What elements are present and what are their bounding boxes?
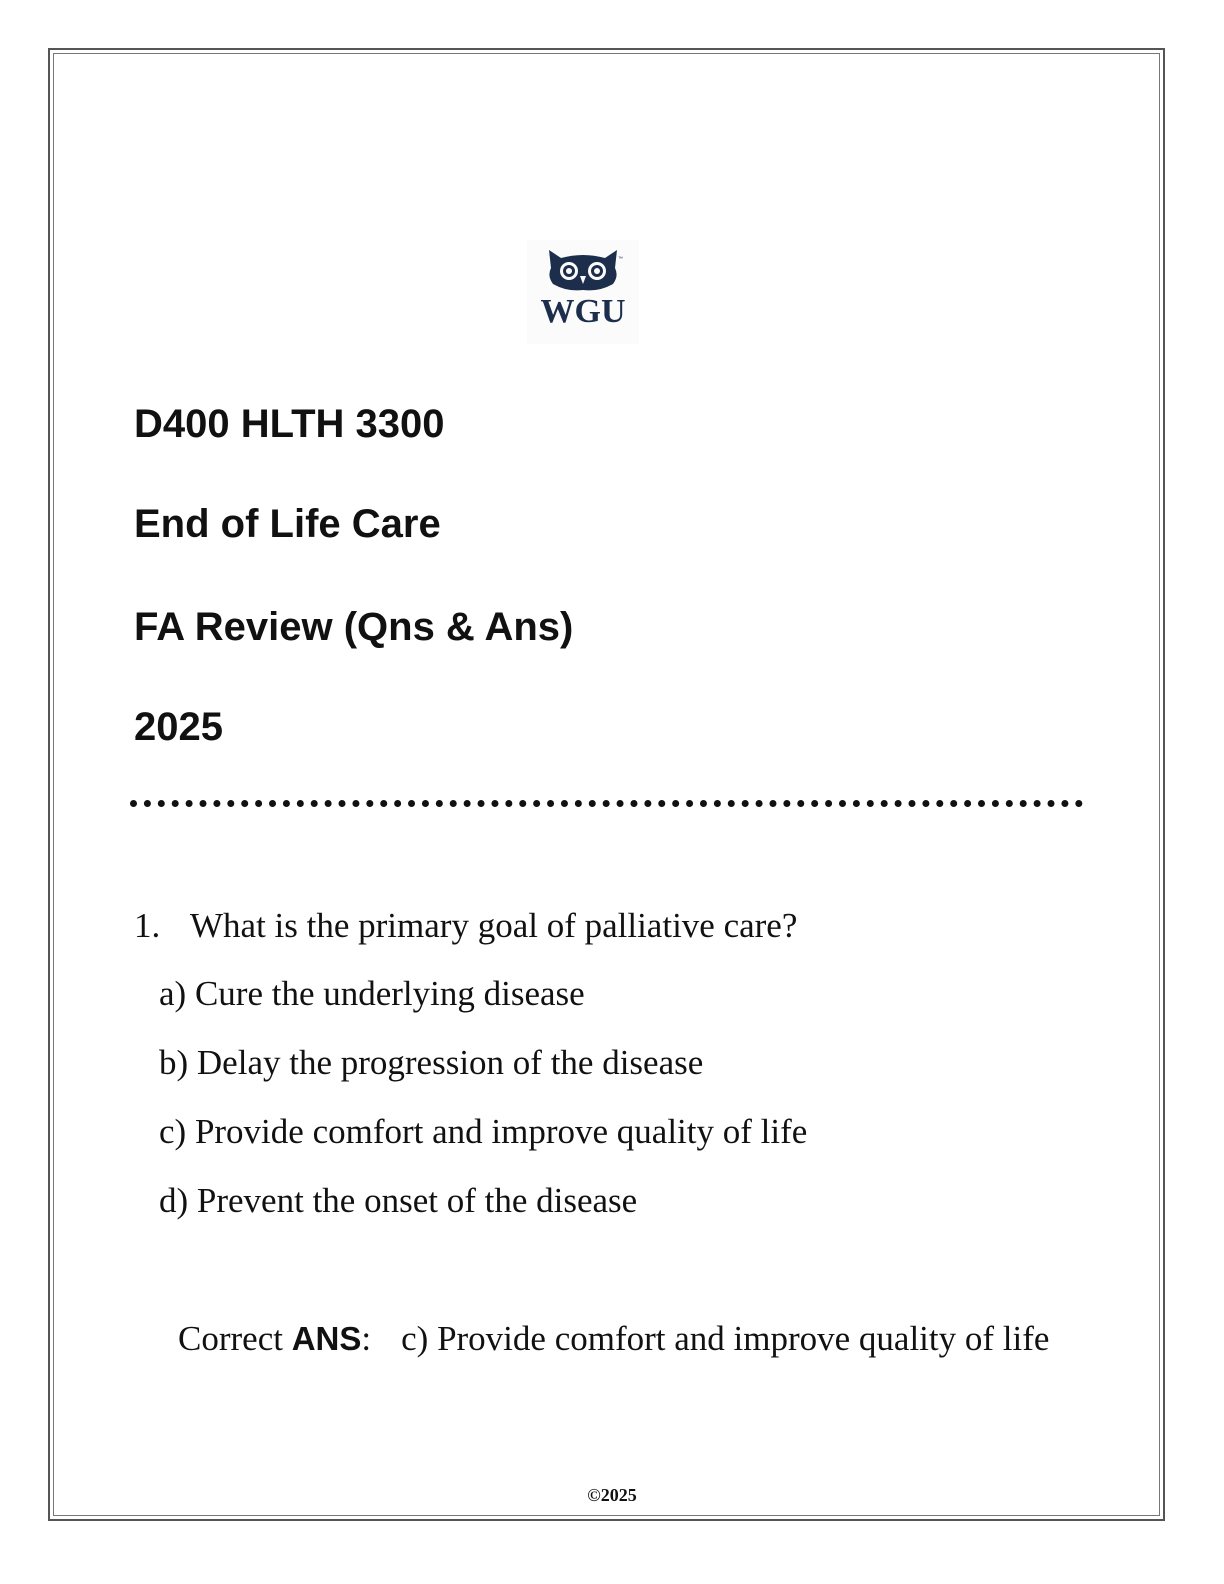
svg-text:™: ™ <box>618 256 623 262</box>
question-text: What is the primary goal of palliative care? <box>190 906 798 945</box>
document-year: 2025 <box>134 705 223 749</box>
answer-prefix: Correct <box>178 1319 292 1358</box>
correct-answer <box>178 1318 1049 1360</box>
answer-label: ANS <box>291 1320 362 1357</box>
dotted-divider <box>130 800 1083 807</box>
course-name: End of Life Care <box>134 502 441 546</box>
question-number: 1. <box>134 906 161 945</box>
owl-icon <box>549 250 623 290</box>
course-code: D400 HLTH 3300 <box>134 402 445 446</box>
option-b: b) Delay the progression of the disease <box>159 1043 704 1082</box>
wgu-logo <box>527 240 639 344</box>
option-a: a) Cure the underlying disease <box>159 974 585 1013</box>
answer-text: c) Provide comfort and improve quality of life <box>401 1319 1050 1358</box>
answer-colon: : <box>361 1319 372 1358</box>
document-subtitle: FA Review (Qns & Ans) <box>134 605 574 649</box>
option-d: d) Prevent the onset of the disease <box>159 1181 638 1220</box>
option-c: c) Provide comfort and improve quality of life <box>159 1112 808 1151</box>
copyright-footer: ©2025 <box>587 1485 637 1505</box>
logo-text: WGU <box>540 293 626 330</box>
